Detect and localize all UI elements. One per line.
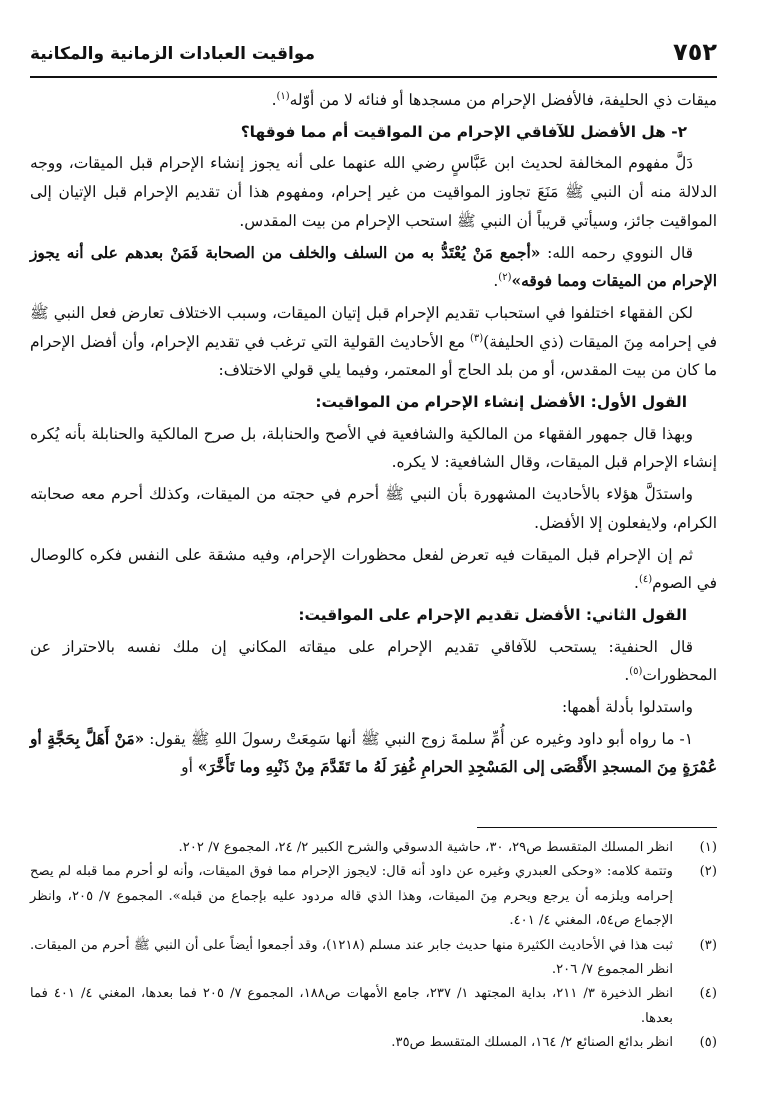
- first-opinion-heading: القول الأول: الأفضل إنشاء الإحرام من المواقيت:: [315, 393, 687, 412]
- section-heading-2: ٢- هل الأفضل للآفاقي الإحرام من المواقيت أم مما فوقها؟: [240, 122, 687, 141]
- paragraph-8: قال الحنفية: يستحب للآفاقي تقديم الإحرام على ميقاته المكاني إن ملك نفسه بالاحتراز عن المحظورات$^{(٥)}$.: [30, 637, 717, 685]
- paragraph-9: واستدلوا بأدلة أهمها:: [561, 698, 693, 717]
- main-text: [30, 86, 717, 785]
- footnote-1: [30, 836, 717, 860]
- footnote-number: (٤): [699, 986, 717, 1002]
- footnote-ref-2[interactable]: (٢): [498, 272, 512, 284]
- second-opinion-heading: القول الثاني: الأفضل تقديم الإحرام على المواقيت:: [298, 605, 687, 624]
- page-number: ٧٥٢: [673, 38, 717, 66]
- page-header: [30, 36, 717, 78]
- paragraph-5: وبهذا قال جمهور الفقهاء من المالكية والشافعية في الأصح والحنابلة، بل صرح المالكية والحنابلة بأنه يُكره إنشاء الإحرام قبل الميقات، وقال الشافعية: لا يكره.: [30, 424, 717, 472]
- paragraph-10: ١- ما رواه أبو داود وغيره عن أُمِّ سلمةَ زوج النبي ﷺ أنها سَمِعَتْ رسولَ اللهِ ﷺ يقول: «مَنْ أَهَلَّ بِحَجَّةٍ أو عُمْرَةٍ مِنَ المسجدِ الأَقْصَى إلى المَسْجِدِ الحرامِ غُفِرَ لَهُ ما تَقَدَّمَ مِنْ ذَنْبِهِ وما تَأَخَّرَ» أو: [30, 729, 717, 777]
- footnote-text: انظر المسلك المتقسط ص٢٩، ٣٠، حاشية الدسوقي والشرح الكبير ٢/ ٢٤، المجموع ٧/ ٢٠٢.: [178, 840, 673, 855]
- footnote-text: ثبت هذا في الأحاديث الكثيرة منها حديث جابر عند مسلم (١٢١٨)، وقد أجمعوا أيضاً على أن النبي ﷺ أحرم من الميقات. انظر المجموع ٧/ ٢٠٦.: [30, 937, 673, 978]
- running-title: مواقيت العبادات الزمانية والمكانية: [30, 44, 315, 64]
- footnote-4: [30, 982, 717, 1031]
- footnote-3: [30, 934, 717, 983]
- footnote-number: (٢): [699, 864, 717, 880]
- footnote-text: انظر الذخيرة ٣/ ٢١١، بداية المجتهد ١/ ٢٣٧، جامع الأمهات ص١٨٨، المجموع ٧/ ٢٠٥ فما بعدها، المغني ٤/ ٤٠١ فما بعدها.: [30, 986, 674, 1026]
- paragraph-7: ثم إن الإحرام قبل الميقات فيه تعرض لفعل محظورات الإحرام، وفيه مشقة على النفس فكره كالوصال في الصوم$^{(٤)}$.: [30, 545, 717, 593]
- paragraph-1: ميقات ذي الحليفة، فالأفضل الإحرام من مسجدها أو فنائه لا من أوّله$^{(١)}$.: [271, 90, 717, 109]
- footnote-number: (٣): [699, 937, 717, 953]
- paragraph-6: واستدَلَّ هؤلاء بالأحاديث المشهورة بأن النبي ﷺ أحرم في حجته من الميقات، وكذلك أحرم معه صحابته الكرام، ولايفعلون إلا الأفضل.: [30, 485, 717, 532]
- paragraph-4: لكن الفقهاء اختلفوا في استحباب تقديم الإحرام قبل إتيان الميقات، وسبب الاختلاف تعارض فعل النبي ﷺ في إحرامه مِنَ الميقات (ذي الحليفة)$^{(٣)}$ مع الأحاديث القولية التي ترغب في تقديم الإحرام، وأن أفضل الإحرام ما كان من بيت المقدس، أو من بلد الحاج أو المعتمر، وفيما يلي قولي الاختلاف:: [30, 303, 718, 380]
- footnote-text: وتتمة كلامه: «وحكى العبدري وغيره عن داود أنه قال: لايجوز الإحرام مما فوق الميقات، وأنه لو أحرم مما قبله لم يصح إحرامه ويلزمه أن يرجع ويحرم مِنَ الميقات، وهذا الذي قاله مردود عليه بإجماع من قبله». المجموع ٧/ ٢٠٥، وانظر الإجماع ص٥٤، المغني ٤/ ٤٠١.: [30, 864, 674, 929]
- footnote-number: (٥): [699, 1035, 717, 1051]
- footnote-5: [30, 1031, 717, 1055]
- footnote-divider: [477, 827, 717, 828]
- footnote-text: انظر بدائع الصنائع ٢/ ١٦٤، المسلك المتقسط ص٣٥.: [391, 1035, 673, 1051]
- footnote-ref-1[interactable]: (١): [276, 90, 290, 102]
- paragraph-2: دَلَّ مفهوم المخالفة لحديث ابن عَبَّاسٍ رضي الله عنهما على أنه يجوز إنشاء الإحرام قبل الميقات، ووجه الدلالة منه أن النبي ﷺ مَنَعَ تجاوز المواقيت من غير إحرام، ومفهوم هذا أن تقديم الإحرام قبل الإتيان إلى المواقيت جائز، وسيأتي قريباً أن النبي ﷺ استحب الإحرام من بيت المقدس.: [30, 154, 717, 230]
- footnote-ref-3[interactable]: (٣): [470, 332, 484, 344]
- paragraph-3: قال النووي رحمه الله: «أجمع مَنْ يُعْتَدُّ به من السلف والخلف من الصحابة فَمَنْ بعدهم على أنه يجوز الإحرام من الميقات ومما فوقه»$^{(٢)}$.: [30, 243, 717, 291]
- hadith-quote: «مَنْ أَهَلَّ بِحَجَّةٍ أو عُمْرَةٍ مِنَ المسجدِ الأَقْصَى إلى المَسْجِدِ الحرامِ غُفِرَ لَهُ ما تَقَدَّمَ مِنْ ذَنْبِهِ وما تَأَخَّرَ»: [30, 729, 717, 777]
- footnote-ref-4[interactable]: (٤): [638, 574, 653, 586]
- footnotes: [30, 836, 717, 1056]
- footnote-ref-5[interactable]: (٥): [629, 666, 643, 678]
- footnote-number: (١): [699, 840, 717, 855]
- footnote-2: [30, 860, 717, 933]
- nawawi-quote: «أجمع مَنْ يُعْتَدُّ به من السلف والخلف من الصحابة فَمَنْ بعدهم على أنه يجوز الإحرام من الميقات ومما فوقه»: [30, 243, 717, 291]
